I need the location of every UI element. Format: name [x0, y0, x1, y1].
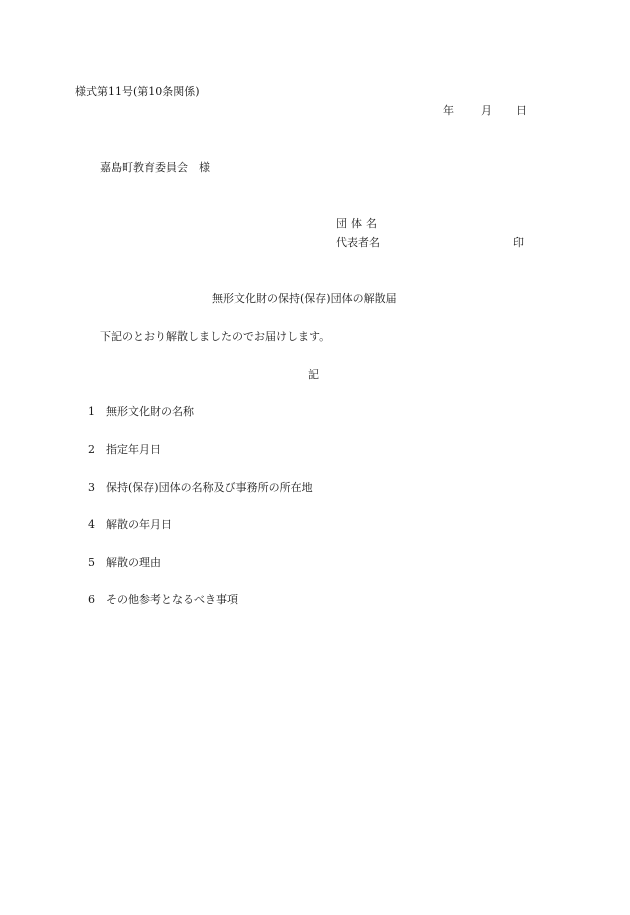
organization-name-label: 団体名: [336, 217, 381, 230]
item-label: その他参考となるべき事項: [106, 593, 238, 606]
date-month-label: 月: [481, 104, 492, 117]
seal-mark: 印: [513, 236, 524, 249]
item-label: 無形文化財の名称: [106, 405, 194, 418]
list-item: [88, 556, 161, 570]
addressee: 嘉島町教育委員会 様: [100, 161, 210, 174]
item-number: 4: [88, 518, 95, 531]
item-label: 解散の年月日: [106, 518, 172, 531]
item-label: 解散の理由: [106, 556, 161, 569]
item-number: 3: [88, 481, 95, 494]
item-number: 6: [88, 593, 95, 606]
item-number: 2: [88, 443, 95, 456]
item-label: 指定年月日: [106, 443, 161, 456]
list-item: [88, 518, 172, 532]
date-year-label: 年: [443, 104, 454, 117]
document-title: 無形文化財の保持(保存)団体の解散届: [212, 292, 397, 305]
list-item: [88, 443, 161, 457]
ki-heading: 記: [308, 368, 319, 381]
list-item: [88, 481, 313, 495]
form-number: 様式第11号(第10条関係): [75, 85, 200, 98]
date-day-label: 日: [516, 104, 527, 117]
item-number: 1: [88, 405, 95, 418]
representative-name-label: 代表者名: [336, 236, 380, 249]
list-item: [88, 593, 238, 607]
item-label: 保持(保存)団体の名称及び事務所の所在地: [106, 481, 313, 494]
list-item: [88, 405, 194, 419]
intro-text: 下記のとおり解散しましたのでお届けします。: [100, 330, 331, 343]
item-number: 5: [88, 556, 95, 569]
